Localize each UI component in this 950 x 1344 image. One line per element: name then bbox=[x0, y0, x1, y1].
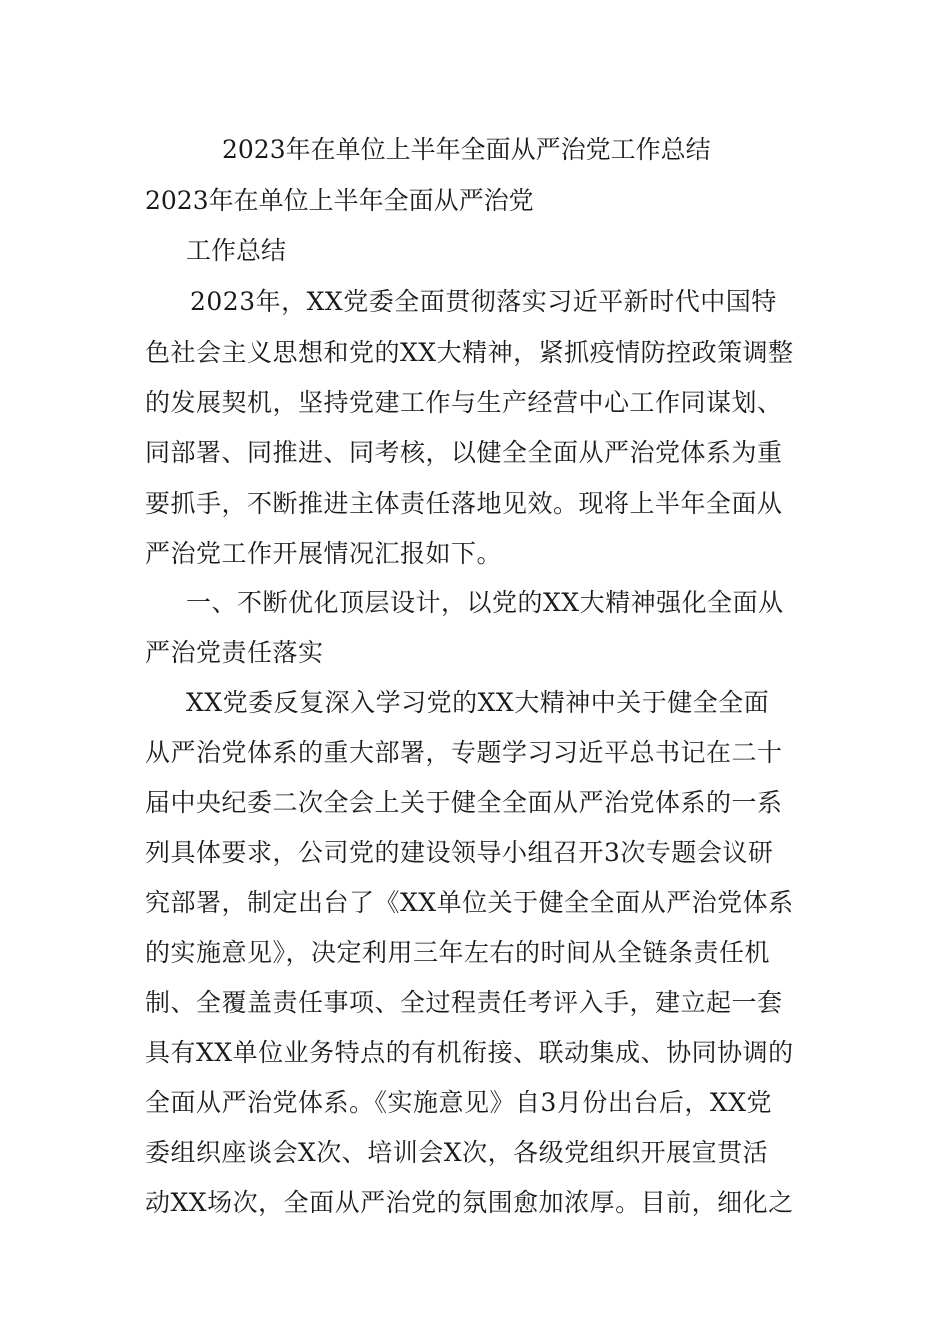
body-line: XX党委反复深入学习党的XX大精神中关于健全全面 bbox=[186, 688, 770, 717]
document-subtitle-line-1: 2023年在单位上半年全面从严治党 bbox=[145, 186, 534, 215]
body-line: 制、全覆盖责任事项、全过程责任考评入手，建立起一套 bbox=[145, 988, 783, 1017]
body-line: 2023年，XX党委全面贯彻落实习近平新时代中国特 bbox=[190, 287, 777, 316]
body-line: 同部署、同推进、同考核，以健全全面从严治党体系为重 bbox=[145, 438, 783, 467]
body-line: 委组织座谈会X次、培训会X次，各级党组织开展宣贯活 bbox=[145, 1138, 769, 1167]
body-line: 动XX场次，全面从严治党的氛围愈加浓厚。目前，细化之 bbox=[145, 1188, 794, 1217]
section-heading-line: 一、不断优化顶层设计，以党的XX大精神强化全面从 bbox=[186, 588, 784, 617]
section-heading-line: 严治党责任落实 bbox=[145, 638, 324, 667]
body-line: 的实施意见》，决定利用三年左右的时间从全链条责任机 bbox=[145, 938, 771, 967]
body-line: 从严治党体系的重大部署，专题学习习近平总书记在二十 bbox=[145, 738, 783, 767]
body-line: 全面从严治党体系。《实施意见》自3月份出台后，XX党 bbox=[145, 1088, 773, 1117]
body-line: 究部署，制定出台了《XX单位关于健全全面从严治党体系 bbox=[145, 888, 794, 917]
body-line: 的发展契机，坚持党建工作与生产经营中心工作同谋划、 bbox=[145, 388, 783, 417]
document-subtitle-line-2: 工作总结 bbox=[186, 236, 287, 265]
body-line: 列具体要求，公司党的建设领导小组召开3次专题会议研 bbox=[145, 838, 774, 867]
body-line: 届中央纪委二次全会上关于健全全面从严治党体系的一系 bbox=[145, 788, 783, 817]
body-line: 要抓手，不断推进主体责任落地见效。现将上半年全面从 bbox=[145, 489, 783, 518]
body-line: 色社会主义思想和党的XX大精神，紧抓疫情防控政策调整 bbox=[145, 338, 794, 367]
document-title: 2023年在单位上半年全面从严治党工作总结 bbox=[222, 135, 711, 164]
body-line: 严治党工作开展情况汇报如下。 bbox=[145, 539, 503, 568]
body-line: 具有XX单位业务特点的有机衔接、联动集成、协同协调的 bbox=[145, 1038, 794, 1067]
